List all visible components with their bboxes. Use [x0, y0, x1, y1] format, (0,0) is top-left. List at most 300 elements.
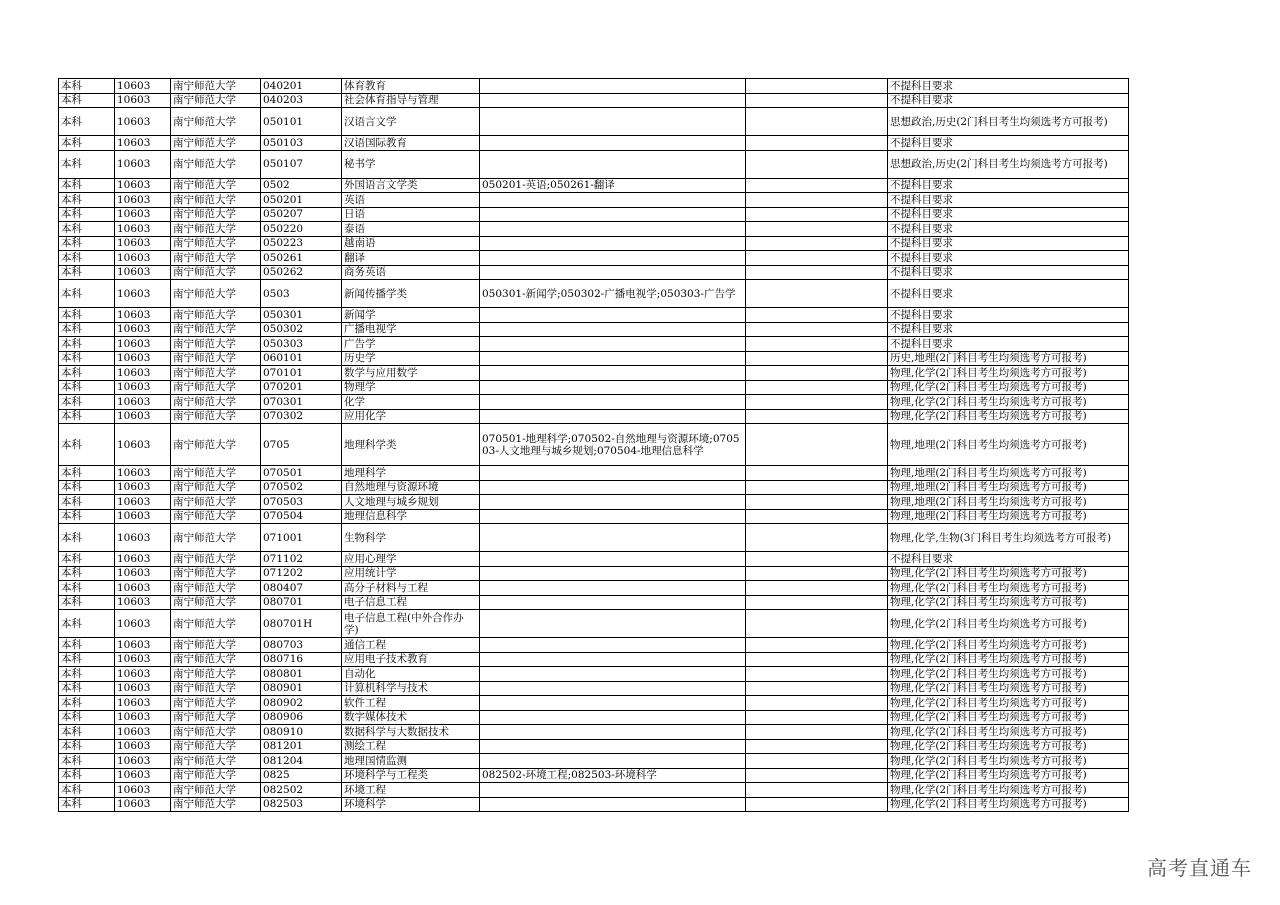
cell-school-name: 南宁师范大学 [171, 150, 261, 178]
cell-school-code: 10603 [115, 424, 171, 466]
cell-major-name: 测绘工程 [342, 739, 480, 754]
cell-major-code: 060101 [261, 351, 342, 366]
cell-school-code: 10603 [115, 79, 171, 94]
table-row [59, 566, 1129, 581]
cell-subject-requirement: 物理,化学(2门科目考生均须选考方可报考) [888, 366, 1129, 381]
table-row [59, 667, 1129, 682]
table-row [59, 236, 1129, 251]
cell-school-code: 10603 [115, 725, 171, 740]
cell-included-majors [480, 366, 746, 381]
cell-major-name: 地理国情监测 [342, 754, 480, 769]
cell-school-code: 10603 [115, 710, 171, 725]
cell-school-code: 10603 [115, 509, 171, 524]
cell-note [746, 136, 888, 151]
cell-note [746, 424, 888, 466]
cell-school-code: 10603 [115, 667, 171, 682]
cell-note [746, 108, 888, 136]
cell-note [746, 581, 888, 596]
cell-major-code: 080801 [261, 667, 342, 682]
cell-major-code: 0502 [261, 178, 342, 193]
cell-subject-requirement: 物理,化学(2门科目考生均须选考方可报考) [888, 652, 1129, 667]
cell-major-name: 生物科学 [342, 524, 480, 552]
cell-level: 本科 [59, 222, 115, 237]
table-row [59, 768, 1129, 783]
cell-note [746, 480, 888, 495]
cell-major-name: 数据科学与大数据技术 [342, 725, 480, 740]
cell-school-name: 南宁师范大学 [171, 797, 261, 812]
cell-level: 本科 [59, 380, 115, 395]
cell-major-name: 英语 [342, 193, 480, 208]
cell-note [746, 322, 888, 337]
table-row [59, 308, 1129, 323]
cell-subject-requirement: 物理,地理(2门科目考生均须选考方可报考) [888, 480, 1129, 495]
cell-included-majors [480, 509, 746, 524]
cell-major-code: 080716 [261, 652, 342, 667]
cell-note [746, 251, 888, 266]
cell-school-name: 南宁师范大学 [171, 351, 261, 366]
cell-major-code: 080701H [261, 610, 342, 638]
cell-subject-requirement: 不提科目要求 [888, 136, 1129, 151]
cell-included-majors [480, 207, 746, 222]
cell-major-code: 050220 [261, 222, 342, 237]
cell-major-name: 软件工程 [342, 696, 480, 711]
cell-subject-requirement: 物理,化学(2门科目考生均须选考方可报考) [888, 783, 1129, 798]
cell-included-majors [480, 265, 746, 280]
cell-subject-requirement: 不提科目要求 [888, 280, 1129, 308]
cell-major-name: 汉语言文学 [342, 108, 480, 136]
cell-school-code: 10603 [115, 150, 171, 178]
cell-subject-requirement: 物理,化学(2门科目考生均须选考方可报考) [888, 395, 1129, 410]
cell-level: 本科 [59, 322, 115, 337]
cell-school-code: 10603 [115, 768, 171, 783]
cell-note [746, 797, 888, 812]
cell-note [746, 150, 888, 178]
cell-major-code: 050107 [261, 150, 342, 178]
cell-included-majors [480, 150, 746, 178]
cell-included-majors [480, 480, 746, 495]
cell-included-majors [480, 79, 746, 94]
cell-school-name: 南宁师范大学 [171, 595, 261, 610]
cell-school-code: 10603 [115, 395, 171, 410]
cell-included-majors [480, 251, 746, 266]
cell-school-name: 南宁师范大学 [171, 725, 261, 740]
cell-major-code: 070302 [261, 409, 342, 424]
cell-school-code: 10603 [115, 652, 171, 667]
cell-major-name: 应用电子技术教育 [342, 652, 480, 667]
cell-school-code: 10603 [115, 566, 171, 581]
cell-level: 本科 [59, 696, 115, 711]
cell-major-code: 050223 [261, 236, 342, 251]
cell-school-name: 南宁师范大学 [171, 768, 261, 783]
table-row [59, 466, 1129, 481]
cell-subject-requirement: 物理,化学(2门科目考生均须选考方可报考) [888, 380, 1129, 395]
cell-major-name: 物理学 [342, 380, 480, 395]
cell-school-name: 南宁师范大学 [171, 79, 261, 94]
cell-level: 本科 [59, 768, 115, 783]
cell-subject-requirement: 物理,化学(2门科目考生均须选考方可报考) [888, 768, 1129, 783]
cell-subject-requirement: 物理,化学(2门科目考生均须选考方可报考) [888, 754, 1129, 769]
table-row [59, 395, 1129, 410]
cell-school-code: 10603 [115, 308, 171, 323]
cell-school-code: 10603 [115, 466, 171, 481]
cell-major-name: 历史学 [342, 351, 480, 366]
cell-subject-requirement: 物理,化学(2门科目考生均须选考方可报考) [888, 725, 1129, 740]
cell-major-code: 040203 [261, 93, 342, 108]
cell-included-majors [480, 725, 746, 740]
table-row [59, 222, 1129, 237]
cell-level: 本科 [59, 595, 115, 610]
cell-level: 本科 [59, 652, 115, 667]
cell-level: 本科 [59, 610, 115, 638]
cell-note [746, 681, 888, 696]
cell-level: 本科 [59, 280, 115, 308]
cell-major-name: 电子信息工程 [342, 595, 480, 610]
table-row [59, 409, 1129, 424]
cell-major-code: 050201 [261, 193, 342, 208]
table-row [59, 739, 1129, 754]
cell-level: 本科 [59, 797, 115, 812]
cell-major-code: 070502 [261, 480, 342, 495]
cell-included-majors: 050301-新闻学;050302-广播电视学;050303-广告学 [480, 280, 746, 308]
cell-level: 本科 [59, 108, 115, 136]
cell-level: 本科 [59, 552, 115, 567]
cell-school-code: 10603 [115, 754, 171, 769]
cell-school-code: 10603 [115, 681, 171, 696]
cell-included-majors [480, 681, 746, 696]
cell-major-code: 082503 [261, 797, 342, 812]
cell-major-code: 082502 [261, 783, 342, 798]
cell-school-name: 南宁师范大学 [171, 308, 261, 323]
cell-level: 本科 [59, 351, 115, 366]
cell-school-name: 南宁师范大学 [171, 566, 261, 581]
cell-level: 本科 [59, 409, 115, 424]
cell-note [746, 193, 888, 208]
cell-major-code: 070101 [261, 366, 342, 381]
cell-included-majors [480, 797, 746, 812]
cell-level: 本科 [59, 207, 115, 222]
table-row [59, 136, 1129, 151]
cell-major-code: 080902 [261, 696, 342, 711]
cell-included-majors: 050201-英语;050261-翻译 [480, 178, 746, 193]
cell-major-name: 翻译 [342, 251, 480, 266]
cell-school-code: 10603 [115, 409, 171, 424]
cell-note [746, 222, 888, 237]
table-row [59, 652, 1129, 667]
cell-school-name: 南宁师范大学 [171, 610, 261, 638]
table-row [59, 552, 1129, 567]
cell-level: 本科 [59, 265, 115, 280]
cell-included-majors [480, 754, 746, 769]
cell-school-code: 10603 [115, 552, 171, 567]
cell-note [746, 595, 888, 610]
cell-school-name: 南宁师范大学 [171, 783, 261, 798]
cell-included-majors [480, 710, 746, 725]
cell-major-code: 050303 [261, 337, 342, 352]
cell-school-name: 南宁师范大学 [171, 108, 261, 136]
cell-subject-requirement: 不提科目要求 [888, 265, 1129, 280]
cell-included-majors [480, 667, 746, 682]
cell-school-name: 南宁师范大学 [171, 136, 261, 151]
cell-school-name: 南宁师范大学 [171, 509, 261, 524]
cell-level: 本科 [59, 136, 115, 151]
table-row [59, 93, 1129, 108]
cell-level: 本科 [59, 337, 115, 352]
cell-school-code: 10603 [115, 595, 171, 610]
cell-school-code: 10603 [115, 193, 171, 208]
cell-included-majors [480, 322, 746, 337]
cell-level: 本科 [59, 424, 115, 466]
cell-included-majors: 070501-地理科学;070502-自然地理与资源环境;070503-人文地理与城乡规划;070504-地理信息科学 [480, 424, 746, 466]
cell-major-name: 自动化 [342, 667, 480, 682]
cell-note [746, 638, 888, 653]
table-row [59, 610, 1129, 638]
table-body [59, 79, 1129, 812]
cell-school-name: 南宁师范大学 [171, 652, 261, 667]
cell-included-majors: 082502-环境工程;082503-环境科学 [480, 768, 746, 783]
cell-major-name: 环境科学与工程类 [342, 768, 480, 783]
cell-note [746, 395, 888, 410]
admission-requirements-table [58, 78, 1129, 812]
cell-school-name: 南宁师范大学 [171, 207, 261, 222]
cell-included-majors [480, 395, 746, 410]
cell-note [746, 783, 888, 798]
cell-major-code: 050262 [261, 265, 342, 280]
cell-subject-requirement: 不提科目要求 [888, 222, 1129, 237]
cell-subject-requirement: 物理,化学(2门科目考生均须选考方可报考) [888, 710, 1129, 725]
cell-school-name: 南宁师范大学 [171, 322, 261, 337]
cell-level: 本科 [59, 93, 115, 108]
cell-school-code: 10603 [115, 797, 171, 812]
cell-level: 本科 [59, 509, 115, 524]
cell-school-name: 南宁师范大学 [171, 395, 261, 410]
cell-school-name: 南宁师范大学 [171, 337, 261, 352]
cell-included-majors [480, 581, 746, 596]
cell-note [746, 337, 888, 352]
cell-school-name: 南宁师范大学 [171, 681, 261, 696]
cell-included-majors [480, 638, 746, 653]
cell-major-code: 080901 [261, 681, 342, 696]
table-row [59, 337, 1129, 352]
cell-level: 本科 [59, 308, 115, 323]
cell-level: 本科 [59, 236, 115, 251]
cell-note [746, 366, 888, 381]
cell-included-majors [480, 595, 746, 610]
cell-included-majors [480, 222, 746, 237]
cell-level: 本科 [59, 581, 115, 596]
table-row [59, 150, 1129, 178]
cell-note [746, 509, 888, 524]
cell-major-name: 应用统计学 [342, 566, 480, 581]
cell-note [746, 93, 888, 108]
table-row [59, 251, 1129, 266]
cell-note [746, 566, 888, 581]
cell-subject-requirement: 不提科目要求 [888, 236, 1129, 251]
cell-school-name: 南宁师范大学 [171, 696, 261, 711]
cell-subject-requirement: 物理,地理(2门科目考生均须选考方可报考) [888, 495, 1129, 510]
cell-school-code: 10603 [115, 108, 171, 136]
table-row [59, 79, 1129, 94]
table-row [59, 797, 1129, 812]
cell-major-code: 050101 [261, 108, 342, 136]
cell-subject-requirement: 物理,地理(2门科目考生均须选考方可报考) [888, 424, 1129, 466]
cell-major-name: 新闻学 [342, 308, 480, 323]
cell-school-code: 10603 [115, 366, 171, 381]
cell-school-code: 10603 [115, 783, 171, 798]
cell-subject-requirement: 不提科目要求 [888, 308, 1129, 323]
cell-included-majors [480, 783, 746, 798]
cell-subject-requirement: 不提科目要求 [888, 79, 1129, 94]
table-row [59, 366, 1129, 381]
cell-major-name: 自然地理与资源环境 [342, 480, 480, 495]
cell-subject-requirement: 物理,地理(2门科目考生均须选考方可报考) [888, 466, 1129, 481]
table-row [59, 509, 1129, 524]
cell-note [746, 236, 888, 251]
cell-school-code: 10603 [115, 207, 171, 222]
table-row [59, 638, 1129, 653]
cell-major-code: 081201 [261, 739, 342, 754]
table-row [59, 495, 1129, 510]
cell-note [746, 710, 888, 725]
cell-note [746, 610, 888, 638]
cell-note [746, 725, 888, 740]
cell-level: 本科 [59, 193, 115, 208]
cell-major-name: 商务英语 [342, 265, 480, 280]
cell-level: 本科 [59, 566, 115, 581]
cell-major-code: 050261 [261, 251, 342, 266]
cell-major-name: 泰语 [342, 222, 480, 237]
cell-included-majors [480, 108, 746, 136]
table-row [59, 207, 1129, 222]
cell-subject-requirement: 不提科目要求 [888, 552, 1129, 567]
cell-subject-requirement: 思想政治,历史(2门科目考生均须选考方可报考) [888, 108, 1129, 136]
cell-school-name: 南宁师范大学 [171, 178, 261, 193]
cell-school-code: 10603 [115, 280, 171, 308]
cell-note [746, 280, 888, 308]
table-row [59, 193, 1129, 208]
table-row [59, 280, 1129, 308]
cell-subject-requirement: 思想政治,历史(2门科目考生均须选考方可报考) [888, 150, 1129, 178]
cell-subject-requirement: 不提科目要求 [888, 207, 1129, 222]
cell-subject-requirement: 物理,化学(2门科目考生均须选考方可报考) [888, 667, 1129, 682]
cell-included-majors [480, 739, 746, 754]
cell-subject-requirement: 物理,化学(2门科目考生均须选考方可报考) [888, 681, 1129, 696]
cell-note [746, 495, 888, 510]
cell-subject-requirement: 物理,化学(2门科目考生均须选考方可报考) [888, 595, 1129, 610]
cell-school-code: 10603 [115, 524, 171, 552]
cell-note [746, 667, 888, 682]
cell-school-name: 南宁师范大学 [171, 739, 261, 754]
cell-level: 本科 [59, 524, 115, 552]
cell-note [746, 466, 888, 481]
cell-note [746, 552, 888, 567]
cell-major-name: 电子信息工程(中外合作办学) [342, 610, 480, 638]
cell-school-code: 10603 [115, 222, 171, 237]
cell-note [746, 265, 888, 280]
cell-school-code: 10603 [115, 236, 171, 251]
cell-subject-requirement: 物理,化学,生物(3门科目考生均须选考方可报考) [888, 524, 1129, 552]
cell-level: 本科 [59, 754, 115, 769]
cell-subject-requirement: 不提科目要求 [888, 251, 1129, 266]
cell-subject-requirement: 不提科目要求 [888, 93, 1129, 108]
cell-major-name: 外国语言文学类 [342, 178, 480, 193]
cell-level: 本科 [59, 366, 115, 381]
cell-included-majors [480, 696, 746, 711]
cell-major-name: 计算机科学与技术 [342, 681, 480, 696]
cell-level: 本科 [59, 480, 115, 495]
cell-school-name: 南宁师范大学 [171, 265, 261, 280]
cell-school-code: 10603 [115, 638, 171, 653]
cell-note [746, 351, 888, 366]
cell-major-name: 新闻传播学类 [342, 280, 480, 308]
cell-level: 本科 [59, 466, 115, 481]
cell-level: 本科 [59, 495, 115, 510]
cell-major-code: 050301 [261, 308, 342, 323]
cell-included-majors [480, 351, 746, 366]
cell-major-name: 秘书学 [342, 150, 480, 178]
cell-subject-requirement: 不提科目要求 [888, 178, 1129, 193]
cell-school-name: 南宁师范大学 [171, 524, 261, 552]
cell-major-name: 高分子材料与工程 [342, 581, 480, 596]
cell-school-name: 南宁师范大学 [171, 236, 261, 251]
cell-major-name: 地理科学类 [342, 424, 480, 466]
cell-included-majors [480, 409, 746, 424]
cell-included-majors [480, 136, 746, 151]
table-row [59, 178, 1129, 193]
cell-note [746, 754, 888, 769]
cell-included-majors [480, 552, 746, 567]
cell-school-code: 10603 [115, 136, 171, 151]
cell-note [746, 308, 888, 323]
table-row [59, 696, 1129, 711]
cell-level: 本科 [59, 725, 115, 740]
cell-school-name: 南宁师范大学 [171, 366, 261, 381]
cell-level: 本科 [59, 638, 115, 653]
table-row [59, 480, 1129, 495]
cell-subject-requirement: 物理,地理(2门科目考生均须选考方可报考) [888, 509, 1129, 524]
cell-note [746, 178, 888, 193]
cell-subject-requirement: 物理,化学(2门科目考生均须选考方可报考) [888, 610, 1129, 638]
cell-note [746, 739, 888, 754]
cell-school-name: 南宁师范大学 [171, 667, 261, 682]
cell-subject-requirement: 物理,化学(2门科目考生均须选考方可报考) [888, 797, 1129, 812]
cell-major-code: 080906 [261, 710, 342, 725]
cell-note [746, 409, 888, 424]
cell-subject-requirement: 不提科目要求 [888, 322, 1129, 337]
cell-subject-requirement: 物理,化学(2门科目考生均须选考方可报考) [888, 581, 1129, 596]
cell-subject-requirement: 物理,化学(2门科目考生均须选考方可报考) [888, 409, 1129, 424]
cell-school-name: 南宁师范大学 [171, 193, 261, 208]
watermark-text: 高考直通车 [1147, 856, 1252, 880]
cell-school-name: 南宁师范大学 [171, 409, 261, 424]
cell-school-name: 南宁师范大学 [171, 638, 261, 653]
cell-major-code: 080407 [261, 581, 342, 596]
cell-major-name: 汉语国际教育 [342, 136, 480, 151]
cell-school-code: 10603 [115, 495, 171, 510]
cell-school-code: 10603 [115, 251, 171, 266]
table-row [59, 380, 1129, 395]
cell-included-majors [480, 380, 746, 395]
cell-school-code: 10603 [115, 610, 171, 638]
cell-note [746, 768, 888, 783]
cell-major-code: 071202 [261, 566, 342, 581]
table-row [59, 595, 1129, 610]
cell-included-majors [480, 495, 746, 510]
cell-major-code: 080910 [261, 725, 342, 740]
cell-note [746, 696, 888, 711]
cell-subject-requirement: 不提科目要求 [888, 193, 1129, 208]
cell-level: 本科 [59, 395, 115, 410]
table-row [59, 265, 1129, 280]
